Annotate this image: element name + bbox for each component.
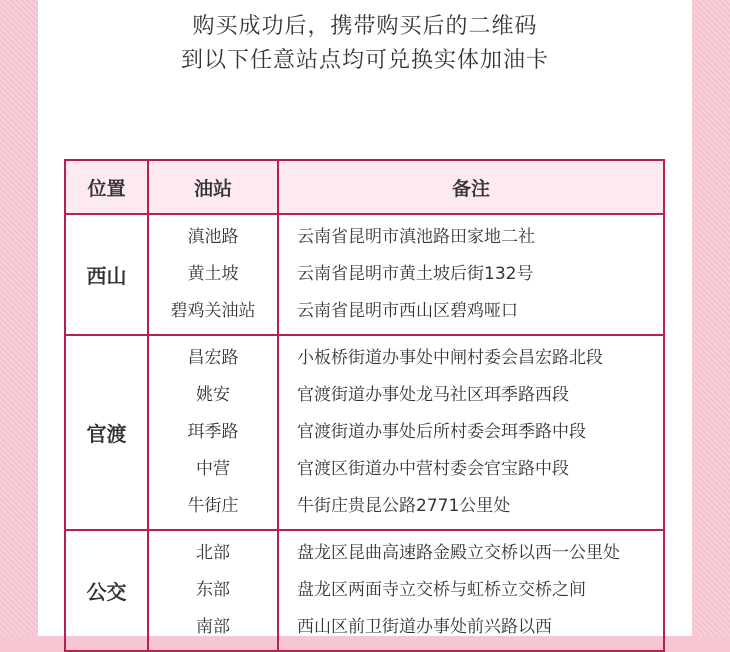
heading-line-1: 购买成功后，携带购买后的二维码 xyxy=(192,14,538,39)
header-station: 油站 xyxy=(148,160,278,214)
station-note: 小板桥街道办事处中闸村委会昌宏路北段 xyxy=(297,348,603,368)
station-note: 牛街庄贵昆公路2771公里处 xyxy=(297,496,511,516)
station-name: 碧鸡关油站 xyxy=(170,301,256,321)
station-list xyxy=(148,335,278,530)
station-name: 中营 xyxy=(196,459,230,479)
station-name: 昌宏路 xyxy=(187,348,239,368)
station-table xyxy=(64,159,665,652)
heading-line-2: 到以下任意站点均可兑换实体加油卡 xyxy=(180,48,549,73)
station-name: 姚安 xyxy=(196,385,230,405)
station-note: 云南省昆明市西山区碧鸡哑口 xyxy=(297,301,518,321)
station-note: 盘龙区两面寺立交桥与虹桥立交桥之间 xyxy=(297,580,586,600)
table-row-group-gongjiao xyxy=(65,530,664,651)
station-note: 盘龙区昆曲高速路金殿立交桥以西一公里处 xyxy=(297,543,620,563)
station-name: 滇池路 xyxy=(187,227,239,247)
header-note: 备注 xyxy=(278,160,664,214)
station-name: 黄土坡 xyxy=(187,264,239,284)
station-list xyxy=(148,530,278,651)
content-card xyxy=(38,0,692,636)
location-cell: 西山 xyxy=(65,214,148,335)
instruction-heading xyxy=(38,10,692,78)
station-note: 官渡街道办事处后所村委会珥季路中段 xyxy=(297,422,586,442)
station-note: 云南省昆明市滇池路田家地二社 xyxy=(297,227,535,247)
header-location: 位置 xyxy=(65,160,148,214)
pink-side-border-right xyxy=(692,0,730,636)
location-cell: 官渡 xyxy=(65,335,148,530)
note-list xyxy=(278,214,664,335)
station-note: 官渡街道办事处龙马社区珥季路西段 xyxy=(297,385,569,405)
table-row-group-guandu xyxy=(65,335,664,530)
station-name: 北部 xyxy=(196,543,230,563)
note-list xyxy=(278,335,664,530)
station-list xyxy=(148,214,278,335)
location-cell: 公交 xyxy=(65,530,148,651)
pink-side-border-left xyxy=(0,0,38,636)
station-note: 西山区前卫街道办事处前兴路以西 xyxy=(297,617,552,637)
station-name: 珥季路 xyxy=(187,422,239,442)
station-name: 南部 xyxy=(196,617,230,637)
station-name: 牛街庄 xyxy=(187,496,239,516)
station-note: 云南省昆明市黄土坡后街132号 xyxy=(297,264,534,284)
table-header-row xyxy=(65,160,664,214)
note-list xyxy=(278,530,664,651)
station-name: 东部 xyxy=(196,580,230,600)
table-row-group-xishan xyxy=(65,214,664,335)
station-note: 官渡区街道办中营村委会官宝路中段 xyxy=(297,459,569,479)
